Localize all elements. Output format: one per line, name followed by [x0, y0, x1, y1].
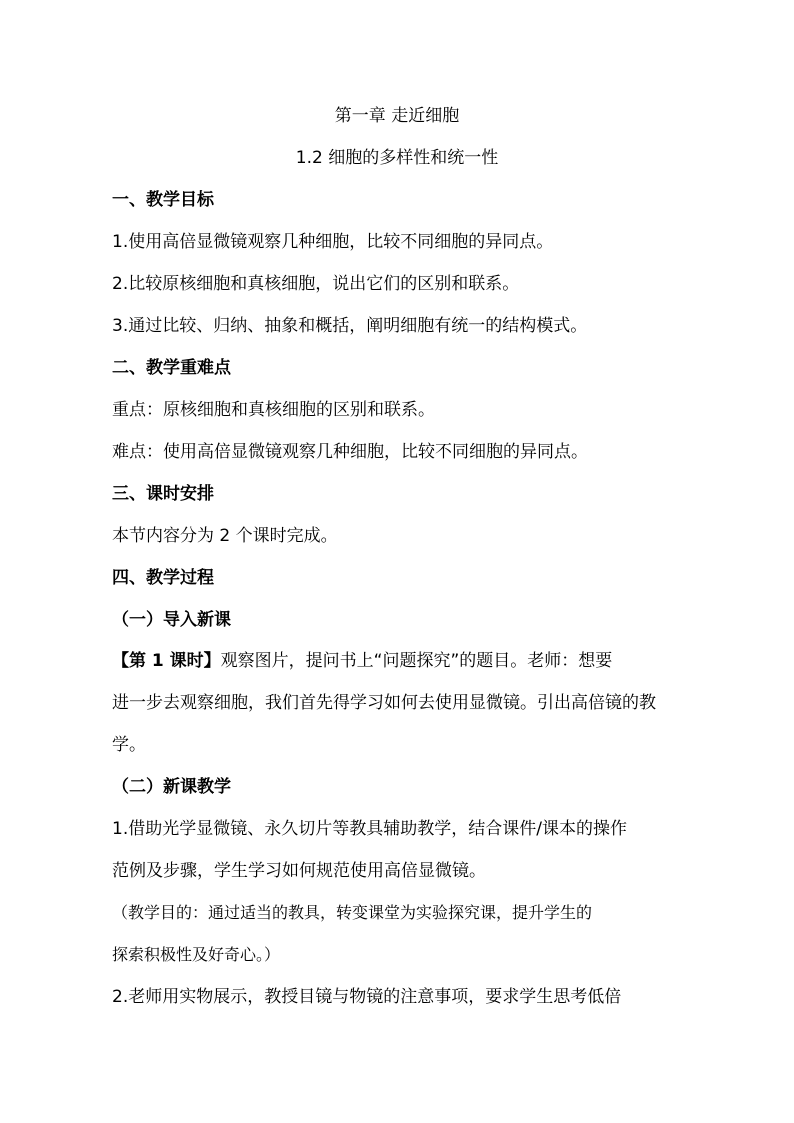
- paragraph-line-note: 探索积极性及好奇心。）: [112, 945, 281, 964]
- objective-item-2: 2.比较原核细胞和真核细胞，说出它们的区别和联系。: [112, 274, 520, 294]
- section-heading-process: 四、教学过程: [112, 568, 214, 588]
- chapter-title: 第一章 走近细胞: [334, 106, 460, 126]
- section-heading-schedule: 三、课时安排: [112, 484, 214, 504]
- paragraph-line: 1.借助光学显微镜、永久切片等教具辅助教学，结合课件/课本的操作: [112, 819, 627, 839]
- paragraph-line: 2.老师用实物展示，教授目镜与物镜的注意事项，要求学生思考低倍: [112, 987, 622, 1007]
- paragraph-line-note: （教学目的：通过适当的教具，转变课堂为实验探究课，提升学生的: [112, 903, 593, 922]
- subheading-introduction: （一）导入新课: [112, 610, 231, 630]
- section-title: 1.2 细胞的多样性和统一性: [295, 148, 499, 168]
- section-heading-key-points: 二、教学重难点: [112, 358, 231, 378]
- paragraph-line: 进一步去观察细胞，我们首先得学习如何去使用显微镜。引出高倍镜的教: [112, 693, 656, 713]
- subheading-new-lesson: （二）新课教学: [112, 777, 231, 797]
- schedule-text: 本节内容分为 2 个课时完成。: [112, 526, 338, 546]
- paragraph-line: 学。: [112, 735, 146, 755]
- section-heading-objectives: 一、教学目标: [112, 190, 214, 210]
- lesson-label: 【第 1 课时】: [112, 651, 221, 671]
- paragraph-line: 【第 1 课时】观察图片，提问书上“问题探究”的题目。老师：想要: [112, 651, 613, 671]
- objective-item-1: 1.使用高倍显微镜观察几种细胞，比较不同细胞的异同点。: [112, 232, 554, 252]
- difficult-point-text: 难点：使用高倍显微镜观察几种细胞，比较不同细胞的异同点。: [112, 442, 588, 462]
- key-point-text: 重点：原核细胞和真核细胞的区别和联系。: [112, 400, 435, 420]
- objective-item-3: 3.通过比较、归纳、抽象和概括，阐明细胞有统一的结构模式。: [112, 316, 588, 336]
- paragraph-line: 范例及步骤，学生学习如何规范使用高倍显微镜。: [112, 861, 486, 881]
